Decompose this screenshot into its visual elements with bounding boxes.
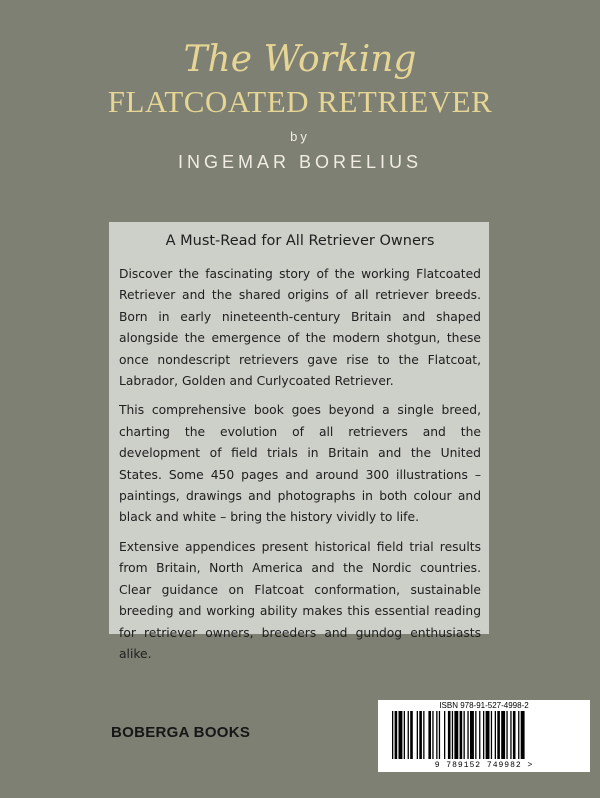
barcode-bar [495,711,496,759]
barcode-bar [436,711,437,759]
blurb-heading: A Must-Read for All Retriever Owners [165,233,435,249]
barcode-bar [419,711,422,759]
barcode-bar [410,711,413,759]
author-name: INGEMAR BORELIUS [177,152,423,172]
barcode-bar [491,711,492,759]
barcode-bar [518,711,519,759]
isbn-label: ISBN 978-91-527-4998-2 [439,701,529,710]
barcode-bar [464,711,465,759]
blurb-paragraph-1: Discover the fascinating story of the working Flatcoated Retriever and the shared origins of all retriever breeds. Born in early nineteenth-century Britain and shaped alongside the emergence of the modern shotgun, these once nondescript retrievers gave rise to the Flatcoat, Labrador, Golden and Curlycoated Retriever. [119,267,481,389]
barcode-bar [460,711,463,759]
barcode-bar [479,711,480,759]
barcode-bar [497,711,500,759]
barcode-bar [432,711,433,759]
book-title-line2: FLATCOATED RETRIEVER [107,84,493,119]
barcode-bar [475,711,476,759]
barcode-bar [408,711,409,759]
barcode-bar [448,711,451,759]
blurb-box [109,222,489,661]
barcode-bar [452,711,453,759]
barcode-bar [439,711,440,759]
barcode-bar [510,711,511,759]
barcode-bars [384,711,584,761]
barcode-bar [467,711,468,759]
barcode-bar [454,711,458,759]
barcode-bar [470,711,474,759]
barcode-bar [506,711,507,759]
barcode-bar [417,711,418,759]
barcode-digits: 9 789152 749982 > [434,761,534,770]
by-label: by [290,129,310,144]
barcode-bar [501,711,505,759]
blurb-paragraph-2: This comprehensive book goes beyond a single breed, charting the evolution of all retrievers and the development of field trials in Britain and the United States. Some 450 pages and around 300 illustrations – paintings, drawings and photographs in both colour and black and white – bring the history vividly to life. [119,403,481,525]
book-title-line1: The Working [183,39,417,80]
barcode-bar [404,711,405,759]
barcode-bar [423,711,424,759]
barcode-bar [486,711,490,759]
barcode-bar [428,711,431,759]
blurb-paragraph-3: Extensive appendices present historical field trial results from Britain, North America and the Nordic countries. Clear guidance on Flatcoat conformation, sustainable breeding and working ability makes this essential reading for retriever owners, breeders and gundog enthusiasts alike. [119,539,481,661]
barcode-bar [444,711,445,759]
barcode-bar [513,711,516,759]
barcode-bar [395,711,398,759]
barcode-bar [392,711,393,759]
publisher-name: BOBERGA BOOKS [111,724,251,741]
isbn-barcode [378,700,590,772]
barcode-bar [483,711,484,759]
barcode-bar [399,711,403,759]
barcode-bar [521,711,525,759]
